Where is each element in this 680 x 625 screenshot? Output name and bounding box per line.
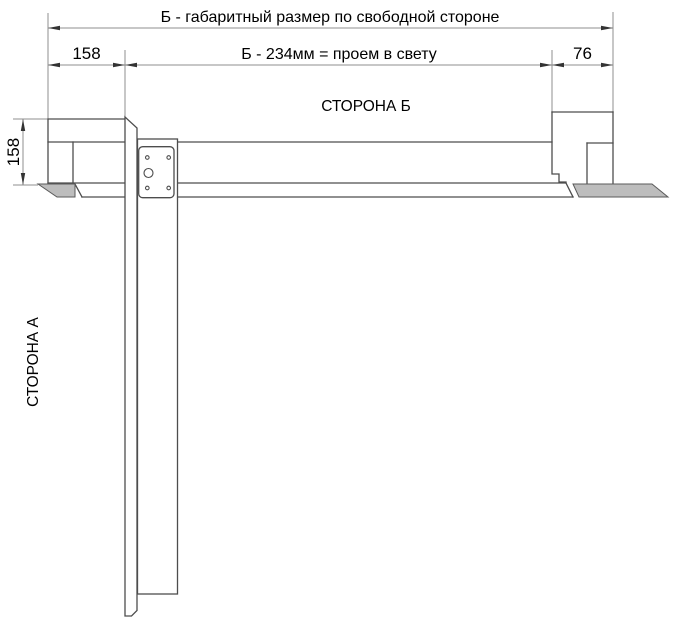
- door-leaf: [138, 139, 178, 594]
- arrow-left-icon: [125, 63, 137, 67]
- arrow-right-icon: [540, 63, 552, 67]
- cover-strip: [125, 117, 137, 616]
- side-b-label: СТОРОНА Б: [321, 98, 411, 115]
- vertical-dimension-label: 158: [4, 137, 23, 167]
- right-offset-dimension-label: 76: [573, 44, 592, 63]
- hinge-screw-hole: [146, 156, 150, 160]
- side-a-label: СТОРОНА А: [25, 317, 42, 407]
- arrow-right-icon: [601, 63, 613, 67]
- arrow-down-icon: [21, 173, 25, 185]
- left-offset-dimension-label: 158: [72, 44, 101, 63]
- dimension-lines: [13, 12, 613, 185]
- band-right-cut: [566, 183, 573, 197]
- arrow-up-icon: [21, 119, 25, 131]
- hinge-screw-hole: [146, 186, 150, 190]
- arrow-left-icon: [552, 63, 564, 67]
- left-frame-outline: [48, 119, 125, 183]
- arrow-left-icon: [48, 63, 60, 67]
- left-threshold-ramp: [38, 184, 75, 197]
- arrow-left-icon: [48, 26, 60, 30]
- arrow-right-icon: [113, 63, 125, 67]
- arrow-right-icon: [601, 26, 613, 30]
- overall-dimension-label: Б - габаритный размер по свободной стороне: [160, 9, 500, 26]
- right-jamb-inner-edge: [552, 112, 566, 182]
- hinge-axle-hole: [144, 169, 153, 178]
- right-threshold-ramp: [573, 184, 668, 197]
- opening-dimension-label: Б - 234мм = проем в свету: [241, 46, 437, 63]
- hinge-screw-hole: [167, 156, 171, 160]
- door-leaf-assembly: [125, 117, 178, 616]
- labels: [4, 9, 592, 407]
- hinge-screw-hole: [167, 186, 171, 190]
- band-left-cut: [75, 184, 82, 197]
